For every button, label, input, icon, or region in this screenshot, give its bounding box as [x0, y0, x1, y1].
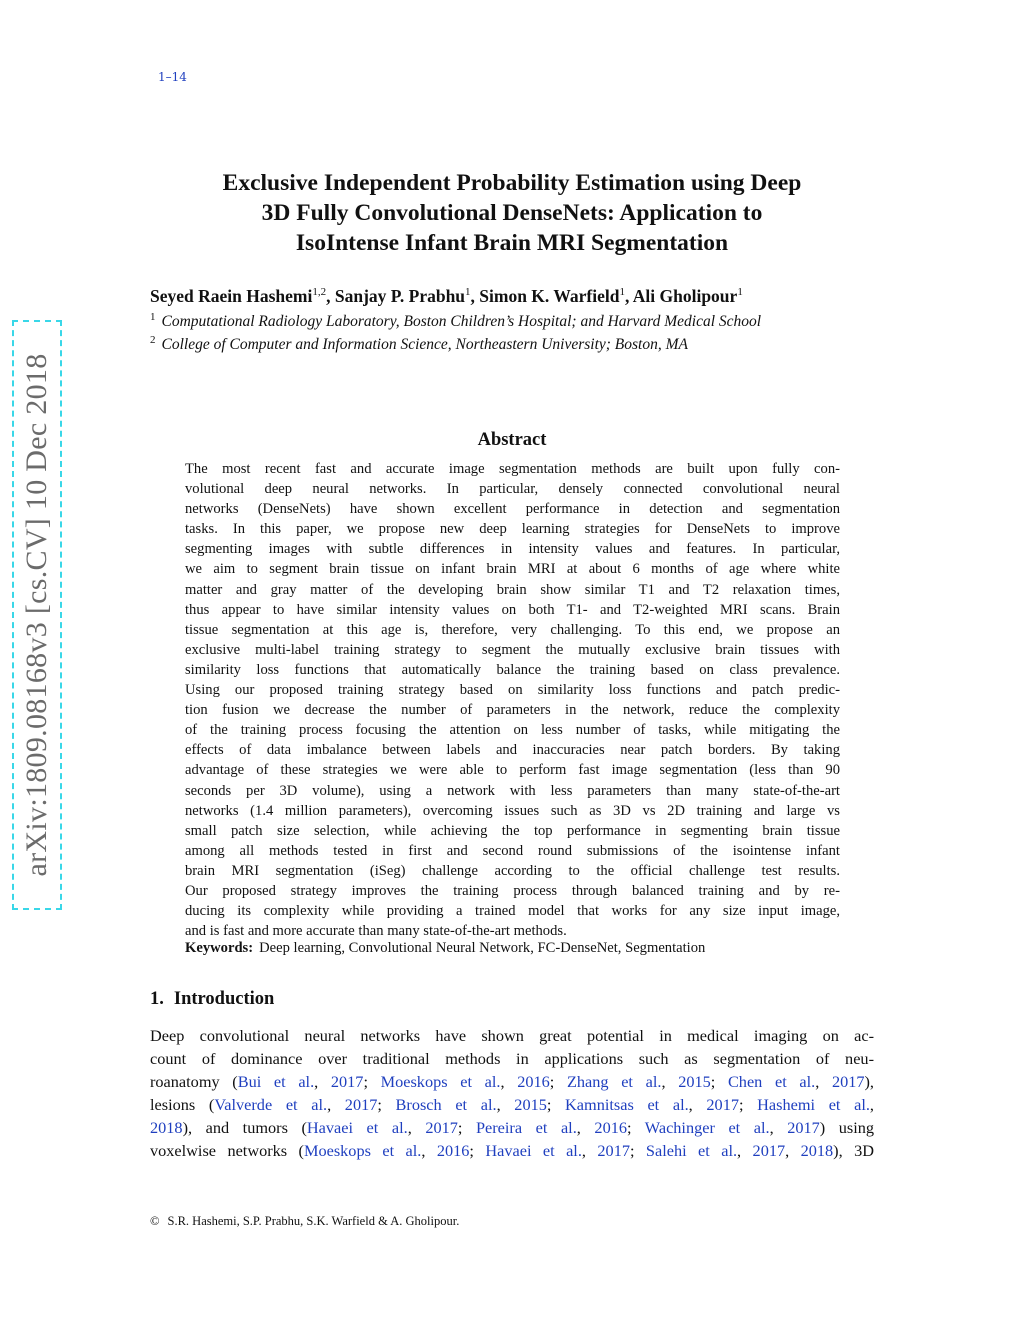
citation-year-link[interactable]: 2015: [514, 1095, 547, 1115]
abstract-line: brain MRI segmentation (iSeg) challenge according to the official challenge test results.: [185, 862, 840, 879]
intro-line: Deep convolutional neural networks have shown great potential in medical imaging on ac-: [150, 1026, 874, 1045]
abstract-line: among all methods tested in first and second round submissions of the isointense infant: [185, 842, 840, 859]
citation-year-link[interactable]: 2017: [831, 1072, 865, 1092]
author-affiliation-mark: 1,2: [312, 286, 327, 299]
citation-link[interactable]: Bui et al.: [237, 1072, 315, 1092]
intro-text: ,: [785, 1141, 801, 1161]
keywords-label: Keywords:: [185, 940, 254, 956]
citation-link[interactable]: Havaei et al.: [485, 1141, 582, 1161]
intro-text: ;: [629, 1141, 646, 1161]
citation-year-link[interactable]: 2016: [594, 1118, 627, 1138]
affiliation-text: Computational Radiology Laboratory, Boston Children’s Hospital; and Harvard Medical School: [161, 313, 762, 331]
citation-link[interactable]: Moeskops et al.: [303, 1141, 422, 1161]
citation-link[interactable]: Brosch et al.: [395, 1095, 497, 1115]
intro-text: ;: [469, 1141, 486, 1161]
abstract-line: Using our proposed training strategy based on similarity loss functions and patch predic-: [185, 682, 840, 699]
abstract-line: advantage of these strategies we were able to perform fast image segmentation (less than 90: [185, 762, 840, 779]
intro-text: ,: [576, 1118, 595, 1138]
citation-year-link[interactable]: 2018: [800, 1141, 834, 1161]
citation-link[interactable]: Salehi et al.: [645, 1141, 738, 1161]
affiliation-text: College of Computer and Information Science, Northeastern University; Boston, MA: [161, 336, 688, 354]
copyright-symbol: ©: [150, 1214, 160, 1228]
keywords-text: Deep learning, Convolutional Neural Network, FC-DenseNet, Segmentation: [259, 940, 706, 956]
intro-text: ;: [457, 1118, 476, 1138]
citation-link[interactable]: Chen et al.: [727, 1072, 816, 1092]
author-affiliation-mark: 1: [737, 286, 743, 299]
intro-text: voxelwise networks (: [150, 1141, 304, 1161]
section-heading: [150, 989, 284, 1010]
intro-text: ,: [407, 1118, 426, 1138]
intro-text: ;: [710, 1072, 728, 1092]
title-line: IsoIntense Infant Brain MRI Segmentation: [295, 230, 729, 256]
citation-year-link[interactable]: 2017: [706, 1095, 739, 1115]
citation-year-link[interactable]: 2017: [425, 1118, 458, 1138]
abstract-line: Our proposed strategy improves the training process through balanced training and by re-: [185, 882, 840, 899]
abstract-line: segmenting images with subtle differences in intensity values and features. In particular,: [185, 541, 840, 558]
intro-text: ,: [661, 1072, 679, 1092]
introduction-body: [150, 1024, 874, 1163]
title-line: Exclusive Independent Probability Estimation using Deep: [222, 170, 802, 196]
abstract-line: The most recent fast and accurate image segmentation methods are built upon fully con-: [185, 461, 840, 477]
intro-text: ), and tumors (: [182, 1118, 307, 1138]
affiliation-number: 1: [150, 311, 156, 323]
citation-link[interactable]: Zhang et al.: [566, 1072, 662, 1092]
intro-text: ;: [738, 1095, 758, 1115]
section-number: 1.: [150, 989, 164, 1009]
arxiv-stamp: [12, 320, 62, 910]
copyright-text: S.R. Hashemi, S.P. Prabhu, S.K. Warfield & A. Gholipour.: [167, 1214, 460, 1228]
citation-link[interactable]: Hashemi et al.: [757, 1095, 870, 1115]
intro-text: ,: [314, 1072, 331, 1092]
citation-link[interactable]: Pereira et al.: [475, 1118, 577, 1138]
citation-year-link[interactable]: 2017: [752, 1141, 786, 1161]
abstract-line: networks (1.4 million parameters), overcoming issues such as 3D vs 2D training and large vs: [185, 802, 840, 819]
author-separator: ,: [470, 286, 480, 306]
intro-text: ,: [421, 1141, 437, 1161]
citation-year-link[interactable]: 2015: [678, 1072, 711, 1092]
intro-text: ,: [496, 1095, 515, 1115]
citation-link[interactable]: Wachinger et al.: [644, 1118, 770, 1138]
citation-link[interactable]: Havaei et al.: [306, 1118, 408, 1138]
intro-text: ), 3D: [833, 1141, 874, 1161]
author-separator: ,: [624, 286, 633, 306]
intro-text: ,: [737, 1141, 753, 1161]
affiliation: [150, 334, 688, 354]
abstract-line: tion fusion we decrease the number of parameters in the network, reduce the complexity: [185, 702, 840, 719]
author-name: Simon K. Warfield: [479, 286, 620, 306]
intro-text: ;: [549, 1072, 567, 1092]
abstract-line: we aim to segment brain tissue on infant brain MRI at about 6 months of age where white: [185, 561, 840, 578]
intro-line: [150, 1139, 874, 1162]
citation-link[interactable]: Moeskops et al.: [380, 1072, 501, 1092]
intro-text: ,: [327, 1095, 345, 1115]
intro-text: roanatomy (: [150, 1072, 238, 1092]
intro-text: ,: [815, 1072, 832, 1092]
intro-text: ),: [864, 1072, 874, 1092]
abstract-line: thus appear to have similar intensity values on both T1- and T2-weighted MRI scans. Brain: [185, 601, 840, 618]
abstract-line: and is fast and more accurate than many state-of-the-art methods.: [185, 923, 567, 940]
abstract-body: [185, 459, 840, 941]
author-affiliation-mark: 1: [619, 286, 625, 299]
intro-text: ;: [626, 1118, 645, 1138]
intro-line: count of dominance over traditional methods in applications such as segmentation of neu-: [150, 1049, 874, 1069]
citation-year-link[interactable]: 2017: [787, 1118, 820, 1138]
affiliation-number: 2: [150, 334, 156, 346]
intro-text: ,: [581, 1141, 598, 1161]
intro-text: lesions (: [150, 1095, 215, 1115]
intro-text: ) using: [819, 1118, 875, 1138]
title-line: 3D Fully Convolutional DenseNets: Application to: [261, 200, 763, 226]
intro-text: ,: [769, 1118, 788, 1138]
keywords: [185, 940, 705, 957]
intro-text: ,: [688, 1095, 707, 1115]
abstract-line: small patch size selection, while achieving the top performance in segmenting brain tissue: [185, 822, 840, 839]
copyright-footer: [150, 1214, 459, 1229]
abstract-heading: Abstract: [477, 430, 547, 450]
page-number: 1–14: [158, 70, 187, 84]
intro-line: [150, 1070, 874, 1093]
author-name: Ali Gholipour: [632, 286, 738, 306]
abstract-line: matter and gray matter of the developing brain show similar T1 and T2 relaxation times,: [185, 581, 840, 598]
author-affiliation-mark: 1: [465, 286, 471, 299]
author-name: Seyed Raein Hashemi: [150, 286, 313, 306]
abstract-line: effects of data imbalance between labels and inaccuracies near patch borders. By taking: [185, 742, 840, 759]
abstract-line: seconds per 3D volume), using a network with less parameters than many state-of-the-art: [185, 782, 840, 799]
intro-text: ,: [869, 1095, 874, 1115]
author-list: [150, 286, 743, 307]
intro-text: ;: [363, 1072, 381, 1092]
intro-text: ,: [500, 1072, 518, 1092]
arxiv-stamp-text: arXiv:1809.08168v3 [cs.CV] 10 Dec 2018: [20, 353, 53, 877]
author-separator: ,: [326, 286, 335, 306]
citation-year-link[interactable]: 2017: [344, 1095, 378, 1115]
abstract-line: tissue segmentation at this age is, therefore, very challenging. To this end, we propose an: [185, 621, 840, 638]
citation-year-link[interactable]: 2016: [517, 1072, 550, 1092]
abstract-line: volutional deep neural networks. In particular, densely connected convolutional neural: [185, 481, 840, 498]
abstract-line: exclusive multi-label training strategy to segment the mutually exclusive brain tissues with: [185, 641, 840, 658]
section-title: Introduction: [173, 989, 275, 1009]
intro-line: [150, 1116, 874, 1139]
intro-text: ;: [377, 1095, 396, 1115]
citation-year-link[interactable]: 2016: [436, 1141, 470, 1161]
abstract-line: ducing its complexity while providing a trained model that works for any size input image,: [185, 903, 840, 920]
author-name: Sanjay P. Prabhu: [334, 286, 466, 306]
citation-year-link[interactable]: 2017: [330, 1072, 364, 1092]
abstract-line: similarity loss functions that automatically balance the training based on class prevalence.: [185, 661, 840, 678]
citation-year-link[interactable]: 2018: [150, 1118, 183, 1138]
citation-link[interactable]: Valverde et al.: [214, 1095, 328, 1115]
intro-text: ;: [546, 1095, 566, 1115]
citation-link[interactable]: Kamnitsas et al.: [565, 1095, 689, 1115]
abstract-line: tasks. In this paper, we propose new deep learning strategies for DenseNets to improve: [185, 521, 840, 538]
citation-year-link[interactable]: 2017: [597, 1141, 630, 1161]
abstract-line: of the training process focusing the attention on less number of tasks, while mitigating the: [185, 722, 840, 739]
abstract-line: networks (DenseNets) have shown excellent performance in detection and segmentation: [185, 501, 840, 518]
affiliation: [150, 311, 761, 331]
intro-line: [150, 1093, 874, 1116]
paper-title: [150, 168, 874, 258]
